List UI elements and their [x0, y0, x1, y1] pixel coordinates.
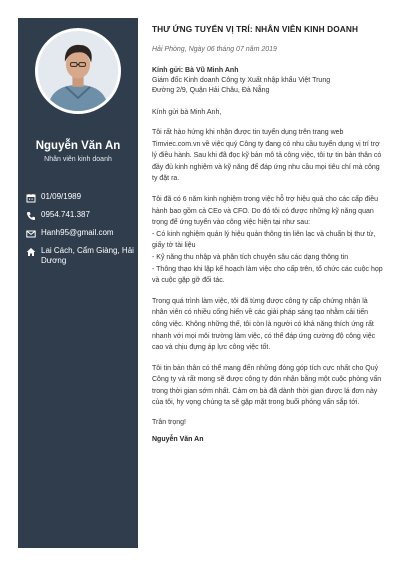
- avatar-portrait: [38, 31, 118, 111]
- recipient-position: Giám đốc Kinh doanh Công ty Xuất nhập khẩu Việt Trung: [152, 77, 331, 84]
- letter-signature: Nguyễn Văn An: [152, 436, 204, 444]
- skill-item: - Kỹ năng thu nhập và phân tích chuyên sâu các dạng thông tin: [152, 253, 349, 261]
- experience-summary: Tôi đã có 6 năm kinh nghiệm trong việc hỗ trợ hiệu quả cho các cấp điều hành bao gồm cả CEo và CFO. Do đó tôi có được những kỹ năng quan trọng để ứng tuyển vào công việc hiện tại như sau:: [152, 195, 378, 227]
- mail-icon: [26, 229, 36, 239]
- phone-icon: [26, 211, 36, 221]
- skill-item: - Có kinh nghiệm quản lý hiệu quản thông tin liên lạc và chuẩn bị thư từ, giấy tờ tài liệu: [152, 230, 376, 250]
- contact-list: [26, 192, 136, 273]
- letter-closing: Trân trọng!: [152, 419, 186, 427]
- contact-phone: [26, 210, 136, 221]
- calendar-icon: [26, 193, 36, 203]
- paragraph-experience: [152, 194, 384, 287]
- recipient-address: Đường 2/9, Quận Hải Châu, Đà Nẵng: [152, 87, 270, 94]
- letter-body: [152, 24, 384, 443]
- letter-title: THƯ ỨNG TUYỂN VỊ TRÍ: NHÂN VIÊN KINH DOANH: [152, 24, 359, 34]
- contact-birthdate: [26, 192, 136, 203]
- paragraph-achievements: Trong quá trình làm việc, tôi đã từng được công ty cấp chứng nhận là nhân viên có nhiều cống hiến về các giải pháp sáng tạo nhằm cải tiến công việc. Không những thế, tôi còn là người có khả năng thích ứng rất nhanh với mọi môi trường làm việc, có thể đáp ứng cường độ công việc cao và chịu đựng áp lực công việc tốt.: [152, 297, 376, 352]
- contact-text: 0954.741.387: [41, 210, 90, 219]
- contact-text: Hanh95@gmail.com: [41, 228, 114, 237]
- contact-text: 01/09/1989: [41, 192, 82, 201]
- candidate-role: Nhân viên kinh doanh: [44, 156, 112, 163]
- candidate-name: Nguyễn Văn An: [35, 140, 121, 152]
- contact-text: Lai Cách, Cẩm Giàng, Hải Dương: [41, 246, 134, 265]
- letter-greeting: Kính gửi bà Minh Anh,: [152, 109, 222, 116]
- recipient-name: Kính gửi: Bà Vũ Minh Anh: [152, 67, 239, 74]
- profile-sidebar: [18, 18, 138, 548]
- avatar: [35, 28, 121, 114]
- paragraph-conclusion: Tôi tin bản thân có thể mang đến những đóng góp tích cực nhất cho Quý Công ty và rất mong sẽ được công ty đón nhận bằng một cuộc phỏng vấn trong thời gian sớm nhất. Cảm ơn bà đã dành thời gian được lá đơn này của tôi, hy vọng chúng ta sẽ gặp mặt trong buổi phỏng vấn sắp tới.: [152, 364, 382, 407]
- home-icon: [26, 247, 36, 257]
- contact-address: [26, 246, 136, 266]
- letter-dateline: Hải Phòng, Ngày 06 tháng 07 năm 2019: [152, 46, 277, 53]
- contact-email[interactable]: [26, 228, 136, 239]
- paragraph-intro: Tôi rất hào hứng khi nhận được tin tuyển dụng trên trang web Timviec.com.vn về việc quý Công ty đang có nhu cầu tuyển dụng vị trí trợ lý điều hành. Sau khi đã đọc kỹ bản mô tả công việc, tôi tự tin bản thân có đầy đủ kinh nghiệm và kỹ năng để đáp ứng nhu cầu mọi tiêu chí mà công ty đặt ra.: [152, 129, 382, 183]
- recipient-block: [152, 66, 384, 96]
- skill-item: - Thông thạo khi lập kế hoạch làm việc cho cấp trên, tổ chức các cuộc họp và cuộc gặp gỡ đối tác.: [152, 265, 383, 285]
